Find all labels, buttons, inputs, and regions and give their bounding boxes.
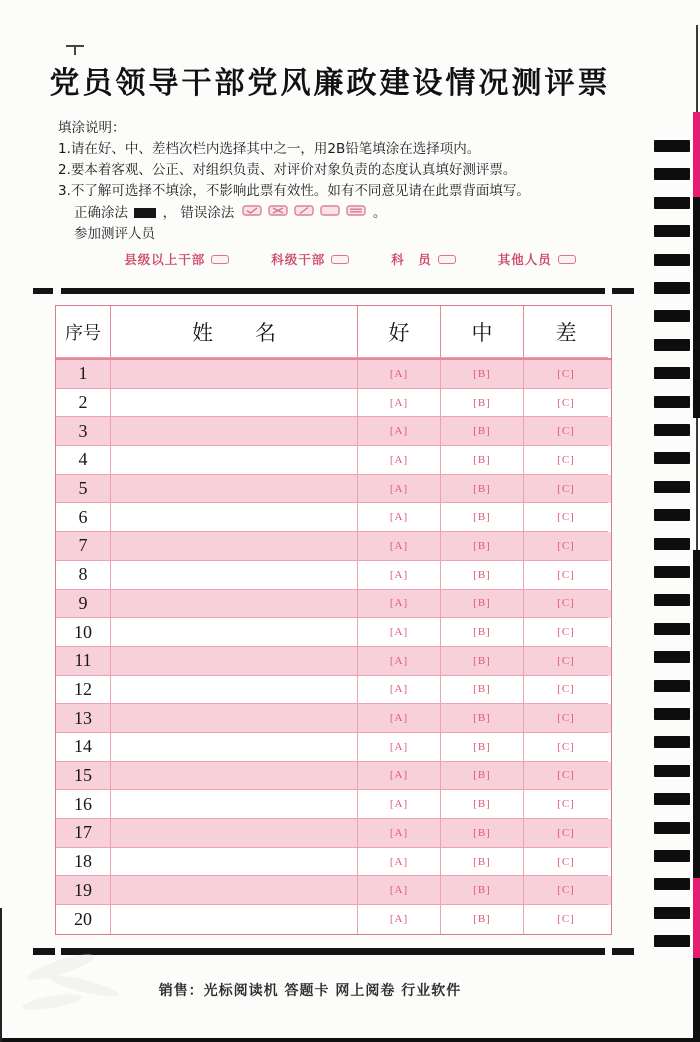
bubble-poor[interactable]: [C] (524, 733, 608, 762)
bubble-medium[interactable]: [B] (441, 819, 524, 848)
bubble-medium[interactable]: [B] (441, 446, 524, 475)
table-row (56, 905, 611, 934)
bubble-good[interactable]: [A] (358, 905, 441, 934)
name-input-cell[interactable] (111, 417, 358, 446)
bubble-poor[interactable]: [C] (524, 446, 608, 475)
bubble-good[interactable]: [A] (358, 790, 441, 819)
bubble-poor[interactable]: [C] (524, 417, 608, 446)
bubble-medium[interactable]: [B] (441, 848, 524, 877)
category-label: 科级干部 (271, 252, 326, 267)
row-index-label: 3 (56, 417, 111, 446)
row-index-label: 19 (56, 876, 111, 905)
timing-mark-icon (654, 793, 690, 805)
bubble-good[interactable]: [A] (358, 590, 441, 619)
wrong-fill-label: 错误涂法 (180, 204, 235, 221)
name-input-cell[interactable] (111, 503, 358, 532)
striped-box-icon (346, 202, 366, 223)
name-input-cell[interactable] (111, 618, 358, 647)
timing-mark-icon (654, 282, 690, 294)
bubble-good[interactable]: [A] (358, 704, 441, 733)
fill-instructions (58, 118, 618, 245)
table-row (56, 446, 611, 475)
bubble-poor[interactable]: [C] (524, 876, 608, 905)
row-index-label: 13 (56, 704, 111, 733)
category-section-level (271, 250, 349, 268)
timing-mark-icon (654, 396, 690, 408)
bubble-good[interactable]: [A] (358, 647, 441, 676)
name-input-cell[interactable] (111, 676, 358, 705)
scan-edge-black-2 (693, 550, 700, 878)
scan-edge-left (0, 908, 2, 1042)
category-mark-box[interactable] (558, 255, 576, 264)
bubble-medium[interactable]: [B] (441, 905, 524, 934)
timing-mark-icon (654, 935, 690, 947)
bubble-medium[interactable]: [B] (441, 876, 524, 905)
timing-mark-icon (654, 623, 690, 635)
table-row (56, 676, 611, 705)
bubble-good[interactable]: [A] (358, 733, 441, 762)
table-body (56, 360, 611, 934)
table-row (56, 762, 611, 791)
bubble-medium[interactable]: [B] (441, 762, 524, 791)
name-input-cell[interactable] (111, 848, 358, 877)
row-index-label: 16 (56, 790, 111, 819)
header-poor: 差 (524, 306, 608, 358)
correct-fill-label: 正确涂法 (74, 204, 128, 221)
bubble-poor[interactable]: [C] (524, 360, 608, 389)
table-row (56, 590, 611, 619)
name-input-cell[interactable] (111, 790, 358, 819)
row-index-label: 2 (56, 389, 111, 418)
category-other (498, 250, 576, 268)
name-input-cell[interactable] (111, 590, 358, 619)
sync-bar-top (61, 288, 605, 294)
category-mark-box[interactable] (438, 255, 456, 264)
row-index-label: 1 (56, 360, 111, 389)
table-row (56, 848, 611, 877)
category-label: 科 员 (391, 252, 432, 267)
table-row (56, 561, 611, 590)
bubble-good[interactable]: [A] (358, 360, 441, 389)
timing-marks (654, 140, 690, 952)
bubble-poor[interactable]: [C] (524, 389, 608, 418)
row-index-label: 11 (56, 647, 111, 676)
table-row (56, 618, 611, 647)
row-index-label: 15 (56, 762, 111, 791)
bubble-poor[interactable]: [C] (524, 762, 608, 791)
bubble-good[interactable]: [A] (358, 848, 441, 877)
bubble-good[interactable]: [A] (358, 417, 441, 446)
bubble-medium[interactable]: [B] (441, 503, 524, 532)
row-index-label: 17 (56, 819, 111, 848)
row-index-label: 7 (56, 532, 111, 561)
timing-mark-icon (654, 481, 690, 493)
bubble-medium[interactable]: [B] (441, 676, 524, 705)
participant-categories (70, 250, 630, 268)
bubble-medium[interactable]: [B] (441, 389, 524, 418)
scan-edge-black-1 (693, 197, 700, 418)
bubble-good[interactable]: [A] (358, 876, 441, 905)
bubble-poor[interactable]: [C] (524, 590, 608, 619)
table-header-row (56, 306, 611, 360)
instruction-line-2: 2.要本着客观、公正、对组织负责、对评价对象负责的态度认真填好测评票。 (58, 162, 517, 178)
bubble-medium[interactable]: [B] (441, 647, 524, 676)
name-input-cell[interactable] (111, 876, 358, 905)
row-index-label: 12 (56, 676, 111, 705)
check-box-icon (242, 202, 262, 223)
bubble-poor[interactable]: [C] (524, 475, 608, 504)
table-row (56, 733, 611, 762)
timing-mark-icon (654, 452, 690, 464)
timing-mark-icon (654, 310, 690, 322)
sync-bar-bottom (61, 948, 605, 955)
instruction-line-3: 3.不了解可选择不填涂，不影响此票有效性。如有不同意见请在此票背面填写。 (58, 183, 530, 199)
timing-mark-icon (654, 907, 690, 919)
bubble-poor[interactable]: [C] (524, 819, 608, 848)
bubble-poor[interactable]: [C] (524, 676, 608, 705)
name-input-cell[interactable] (111, 446, 358, 475)
evaluation-table (55, 305, 612, 935)
row-index-label: 4 (56, 446, 111, 475)
name-input-cell[interactable] (111, 532, 358, 561)
bubble-poor[interactable]: [C] (524, 618, 608, 647)
bubble-medium[interactable]: [B] (441, 590, 524, 619)
timing-mark-icon (654, 168, 690, 180)
bubble-good[interactable]: [A] (358, 503, 441, 532)
header-good: 好 (358, 306, 441, 358)
scan-edge-magenta-top (693, 112, 700, 197)
bubble-medium[interactable]: [B] (441, 704, 524, 733)
table-row (56, 876, 611, 905)
row-index-label: 10 (56, 618, 111, 647)
name-input-cell[interactable] (111, 360, 358, 389)
bubble-medium[interactable]: [B] (441, 733, 524, 762)
header-medium: 中 (441, 306, 524, 358)
category-staff (391, 250, 456, 268)
bubble-poor[interactable]: [C] (524, 561, 608, 590)
bubble-good[interactable]: [A] (358, 446, 441, 475)
row-index-label: 9 (56, 590, 111, 619)
sync-dash-top-left (33, 288, 53, 294)
header-index: 序号 (56, 306, 111, 358)
slash-box-icon (294, 202, 314, 223)
participants-label: 参加测评人员 (74, 225, 155, 242)
wrong-fill-examples (239, 202, 369, 224)
timing-mark-icon (654, 736, 690, 748)
table-row (56, 475, 611, 504)
sync-dash-top-right (612, 288, 634, 294)
table-row (56, 790, 611, 819)
instruction-line-1: 1.请在好、中、差档次栏内选择其中之一，用2B铅笔填涂在选择项内。 (58, 141, 481, 157)
timing-mark-icon (654, 140, 690, 152)
table-row (56, 360, 611, 389)
bubble-good[interactable]: [A] (358, 475, 441, 504)
name-input-cell[interactable] (111, 905, 358, 934)
bubble-good[interactable]: [A] (358, 532, 441, 561)
instructions-heading: 填涂说明： (58, 120, 126, 136)
timing-mark-icon (654, 254, 690, 266)
bubble-good[interactable]: [A] (358, 561, 441, 590)
timing-mark-icon (654, 424, 690, 436)
name-input-cell[interactable] (111, 647, 358, 676)
name-input-cell[interactable] (111, 389, 358, 418)
table-row (56, 503, 611, 532)
timing-mark-icon (654, 708, 690, 720)
row-index-label: 18 (56, 848, 111, 877)
category-county-level (124, 250, 229, 268)
timing-mark-icon (654, 878, 690, 890)
bubble-medium[interactable]: [B] (441, 360, 524, 389)
sync-dash-bottom-right (612, 948, 634, 955)
table-row (56, 704, 611, 733)
category-label: 县级以上干部 (124, 252, 206, 267)
bubble-good[interactable]: [A] (358, 676, 441, 705)
timing-mark-icon (654, 509, 690, 521)
table-row (56, 647, 611, 676)
name-input-cell[interactable] (111, 475, 358, 504)
timing-mark-icon (654, 367, 690, 379)
fill-demo-line (58, 202, 618, 224)
row-index-label: 14 (56, 733, 111, 762)
bubble-poor[interactable]: [C] (557, 913, 575, 926)
table-row (56, 532, 611, 561)
category-label: 其他人员 (497, 252, 552, 267)
timing-mark-icon (654, 765, 690, 777)
timing-mark-icon (654, 225, 690, 237)
registration-t-icon (66, 45, 84, 47)
bubble-medium[interactable]: [B] (441, 561, 524, 590)
row-index-label: 6 (56, 503, 111, 532)
bubble-medium[interactable]: [B] (441, 790, 524, 819)
bubble-good[interactable]: [A] (358, 618, 441, 647)
row-index-label: 5 (56, 475, 111, 504)
category-mark-box[interactable] (211, 255, 229, 264)
timing-mark-icon (654, 680, 690, 692)
timing-mark-icon (654, 339, 690, 351)
name-input-cell[interactable] (111, 733, 358, 762)
timing-mark-icon (654, 566, 690, 578)
timing-mark-icon (654, 594, 690, 606)
bubble-medium[interactable]: [B] (441, 618, 524, 647)
row-index-label: 8 (56, 561, 111, 590)
cross-box-icon (268, 202, 288, 223)
timing-mark-icon (654, 538, 690, 550)
page-title: 党员领导干部党风廉政建设情况测评票 (49, 66, 611, 101)
bubble-good[interactable]: [A] (358, 819, 441, 848)
name-input-cell[interactable] (111, 762, 358, 791)
table-row (56, 819, 611, 848)
timing-mark-icon (654, 651, 690, 663)
timing-mark-icon (654, 197, 690, 209)
table-row (56, 389, 611, 418)
timing-mark-icon (654, 822, 690, 834)
bubble-good[interactable]: [A] (358, 762, 441, 791)
bubble-poor[interactable]: [C] (524, 790, 608, 819)
name-input-cell[interactable] (111, 704, 358, 733)
bubble-poor[interactable]: [C] (524, 532, 608, 561)
line-end-text: 。 (372, 204, 387, 221)
name-input-cell[interactable] (111, 819, 358, 848)
scan-edge-black-3 (693, 958, 700, 1042)
table-row (56, 417, 611, 446)
name-input-cell[interactable] (111, 561, 358, 590)
bubble-good[interactable]: [A] (358, 389, 441, 418)
category-mark-box[interactable] (331, 255, 349, 264)
bubble-poor[interactable]: [C] (524, 704, 608, 733)
correct-fill-box-icon (134, 208, 156, 218)
bubble-poor[interactable]: [C] (524, 647, 608, 676)
bubble-medium[interactable]: [B] (441, 475, 524, 504)
header-name: 姓 名 (111, 306, 358, 358)
vendor-footer: 销售：光标阅读机 答题卡 网上阅卷 行业软件 (158, 983, 462, 999)
scan-edge-magenta-bottom (693, 878, 700, 958)
separator-text: ， (162, 204, 177, 221)
bubble-poor[interactable]: [C] (524, 848, 608, 877)
bubble-medium[interactable]: [B] (441, 532, 524, 561)
bubble-medium[interactable]: [B] (441, 417, 524, 446)
scan-edge-bottom (0, 1038, 700, 1042)
timing-mark-icon (654, 850, 690, 862)
empty-box-icon (320, 202, 340, 223)
row-index-label: 20 (56, 905, 111, 934)
bubble-poor[interactable]: [C] (524, 503, 608, 532)
